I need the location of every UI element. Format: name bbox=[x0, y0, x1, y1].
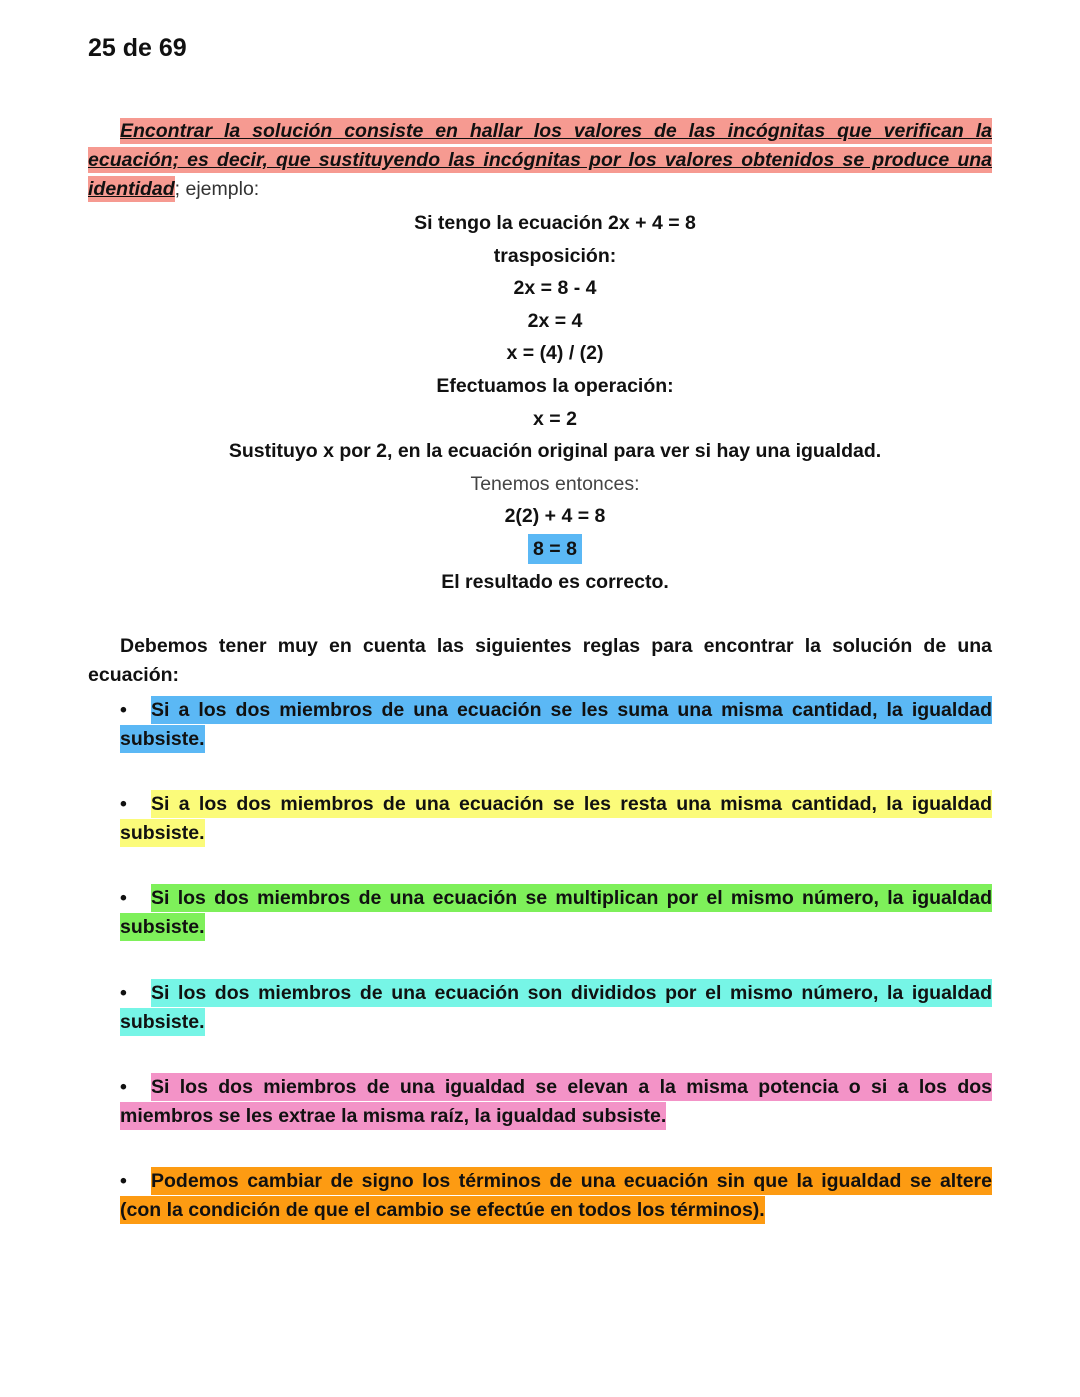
example-result-line bbox=[88, 533, 1022, 566]
rule-text: Si los dos miembros de una igualdad se elevan a la misma potencia o si a los dos miembros se les extrae la misma raíz, la igualdad subsiste. bbox=[120, 1073, 992, 1130]
intro-highlighted-text: Encontrar la solución consiste en hallar los valores de las incógnitas que verifican la ecuación; es decir, que sustituyendo las incógnitas por los valores obtenidos se produce una identidad bbox=[88, 120, 992, 200]
example-step-label: Tenemos entonces: bbox=[470, 472, 640, 495]
example-equation: Si tengo la ecuación 2x + 4 = 8 bbox=[414, 212, 696, 234]
rules-intro bbox=[88, 632, 992, 690]
rules-intro-text: Debemos tener muy en cuenta las siguientes reglas para encontrar la solución de una ecuación: bbox=[88, 635, 992, 686]
bullet-icon: • bbox=[120, 699, 127, 721]
bullet-icon: • bbox=[120, 982, 127, 1004]
intro-paragraph bbox=[88, 117, 992, 204]
example-step: x = (4) / (2) bbox=[506, 342, 604, 365]
rule-item bbox=[120, 696, 992, 754]
rule-text: Si a los dos miembros de una ecuación se les suma una misma cantidad, la igualdad subsiste. bbox=[120, 696, 992, 753]
example-step: 2(2) + 4 = 8 bbox=[504, 505, 606, 528]
example-step: 2x = 8 - 4 bbox=[513, 277, 597, 300]
example-step: x = 2 bbox=[533, 407, 577, 430]
rule-item bbox=[120, 790, 992, 848]
rule-item bbox=[120, 1073, 992, 1131]
page-counter: 25 de 69 bbox=[88, 34, 187, 62]
rule-item bbox=[120, 1167, 992, 1225]
bullet-icon: • bbox=[120, 1170, 127, 1192]
bullet-icon: • bbox=[120, 1076, 127, 1098]
rule-text: Si los dos miembros de una ecuación son divididos por el mismo número, la igualdad subsiste. bbox=[120, 979, 992, 1036]
rule-text: Podemos cambiar de signo los términos de una ecuación sin que la igualdad se altere (con la condición de que el cambio se efectúe en todos los términos). bbox=[120, 1167, 992, 1224]
rule-item bbox=[120, 884, 992, 942]
example-result-highlight: 8 = 8 bbox=[528, 534, 582, 564]
example-step-label: Efectuamos la operación: bbox=[436, 374, 674, 397]
rule-item bbox=[120, 979, 992, 1037]
bullet-icon: • bbox=[120, 887, 127, 909]
example-conclusion: El resultado es correcto. bbox=[441, 570, 669, 593]
bullet-icon: • bbox=[120, 793, 127, 815]
rule-text: Si los dos miembros de una ecuación se multiplican por el mismo número, la igualdad subsiste. bbox=[120, 884, 992, 941]
rule-text: Si a los dos miembros de una ecuación se les resta una misma cantidad, la igualdad subsiste. bbox=[120, 790, 992, 847]
example-step: 2x = 4 bbox=[527, 309, 583, 332]
example-step-label: trasposición: bbox=[493, 244, 617, 267]
example-block bbox=[88, 207, 1022, 598]
intro-tail-text: ; ejemplo: bbox=[174, 178, 260, 200]
example-verification-text: Sustituyo x por 2, en la ecuación original para ver si hay una igualdad. bbox=[228, 440, 882, 463]
